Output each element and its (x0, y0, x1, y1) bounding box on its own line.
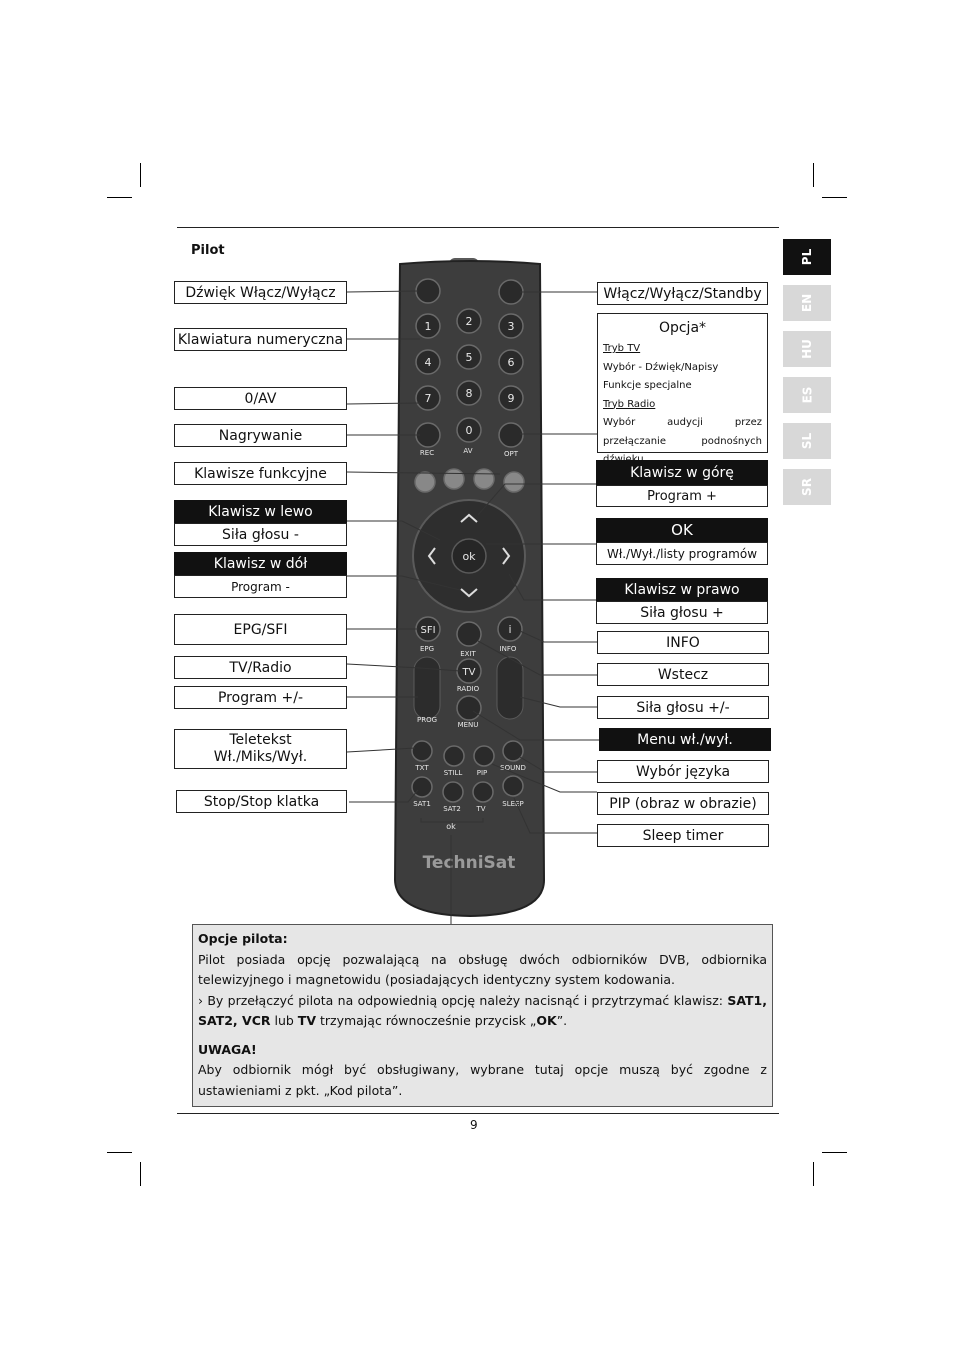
label-back: Wstecz (597, 663, 769, 686)
label-stop: Stop/Stop klatka (176, 790, 347, 813)
function-key-red[interactable] (415, 472, 435, 492)
label-sleep: Sleep timer (597, 824, 769, 847)
tab-en[interactable]: EN (783, 285, 831, 321)
button-caption: SOUND (500, 764, 526, 772)
digit-label: 1 (424, 320, 432, 333)
label-teletext: Teletekst Wł./Miks/Wył. (174, 729, 347, 769)
option-box (597, 313, 768, 453)
label-right-key: Klawisz w prawo (596, 578, 768, 601)
notes-title: Opcje pilota: (198, 931, 288, 946)
label-down-key: Klawisz w dół (174, 552, 347, 575)
tab-es[interactable]: ES (783, 377, 831, 413)
label-volume-down: Siła głosu - (174, 523, 347, 546)
option-item: Tryb Radio (603, 398, 656, 410)
digit-label: 6 (507, 356, 515, 369)
digit-label: 5 (465, 351, 473, 364)
button-caption: SAT2 (443, 805, 461, 813)
ok-label: ok (462, 550, 476, 563)
label-info: INFO (597, 631, 769, 654)
button-caption: TV (476, 805, 486, 813)
option-item: Wybór - Dźwięk/Napisy (603, 361, 719, 373)
sat2-button[interactable] (443, 782, 463, 802)
label-program-pm: Program +/- (174, 686, 347, 709)
page-number: 9 (470, 1118, 478, 1132)
opt-button[interactable] (499, 423, 523, 447)
function-key-blue[interactable] (504, 472, 524, 492)
label-zero-av: 0/AV (174, 387, 347, 410)
button-caption: EPG (419, 645, 435, 653)
digit-label: 8 (465, 387, 473, 400)
function-key-yellow[interactable] (474, 469, 494, 489)
exit-button[interactable] (457, 622, 481, 646)
option-item: Tryb TV (603, 343, 641, 354)
mute-button[interactable] (416, 279, 440, 303)
button-caption: PIP (476, 769, 488, 777)
button-caption: EXIT (460, 650, 476, 658)
tab-pl[interactable]: PL (783, 239, 831, 275)
tv-mode-button[interactable] (473, 782, 493, 802)
sound-button[interactable] (503, 741, 523, 761)
button-caption: SAT1 (413, 800, 431, 808)
label-language: Wybór języka (597, 760, 769, 783)
label-left-key: Klawisz w lewo (174, 500, 347, 523)
label-ok-sub: Wł./Wył./listy programów (596, 542, 768, 565)
section-title: Pilot (191, 243, 225, 258)
tab-sr[interactable]: SR (783, 469, 831, 505)
digit-label: 2 (465, 315, 473, 328)
sleep-button[interactable] (503, 776, 523, 796)
txt-button[interactable] (412, 741, 432, 761)
digit-label: 3 (507, 320, 515, 333)
info-symbol: i (508, 623, 512, 636)
warning-title: UWAGA! (198, 1041, 257, 1057)
label-function-keys: Klawisze funkcyjne (174, 462, 347, 485)
label-epg: EPG/SFI (174, 614, 347, 645)
label-program-up: Program + (596, 485, 768, 507)
sfi-label: SFI (420, 625, 436, 636)
menu-button[interactable] (457, 696, 481, 720)
power-button[interactable] (499, 280, 523, 304)
remote-brand: TechniSat (422, 853, 516, 873)
label-numeric: Klawiatura numeryczna (174, 328, 347, 351)
button-caption: ok (446, 822, 456, 831)
label-pip: PIP (obraz w obrazie) (597, 792, 769, 815)
label-mute: Dźwięk Włącz/Wyłącz (174, 281, 347, 304)
digit-label: 9 (507, 392, 515, 405)
label-volume-up: Siła głosu + (596, 601, 768, 624)
button-caption: REC (419, 449, 435, 457)
still-button[interactable] (444, 746, 464, 766)
digit-label: 7 (424, 392, 432, 405)
label-menu: Menu wł./wył. (599, 728, 771, 751)
digit-label: 0 (465, 424, 473, 437)
label-program-down: Program - (174, 575, 347, 598)
button-caption: STILL (443, 769, 463, 777)
button-caption: SLEEP (502, 800, 524, 808)
option-title: Opcja* (658, 320, 707, 336)
tab-sl[interactable]: SL (783, 423, 831, 459)
function-key-green[interactable] (444, 469, 464, 489)
button-caption: MENU (457, 721, 479, 729)
button-caption: AV (463, 447, 473, 455)
label-volume-pm: Siła głosu +/- (597, 696, 769, 719)
option-item: Funkcje specjalne (603, 380, 692, 391)
label-record: Nagrywanie (174, 424, 347, 447)
option-item: Wybór audycji przez przełączanie podnośnych (603, 417, 762, 447)
tab-hu[interactable]: HU (783, 331, 831, 367)
button-caption: INFO (499, 645, 517, 653)
button-caption: PROG (416, 716, 438, 724)
notes-instruction: › By przełączyć pilota na odpowiednią opcję należy nacisnąć i przytrzymać klawisz: SAT1, SAT2, VCR lub TV trzymając równocześnie przycisk „OK”. (198, 992, 767, 1028)
warning-text: Aby odbiornik mógł być obsługiwany, wybrane tutaj opcje muszą być zgodne z ustawieniami z pkt. „Kod pilota”. (198, 1062, 767, 1098)
label-up-key: Klawisz w górę (596, 460, 768, 485)
button-caption: RADIO (456, 685, 480, 693)
label-ok: OK (596, 518, 768, 542)
tv-label: TV (462, 667, 476, 678)
button-caption: TXT (415, 764, 429, 772)
notes-paragraph: Pilot posiada opcję pozwalającą na obsługę dwóch odbiorników DVB, odbiornika telewizyjnego i magnetowidu (posiadających identyczny system kodowania. (198, 951, 767, 987)
digit-label: 4 (424, 356, 432, 369)
pip-button[interactable] (474, 746, 494, 766)
remote-options-note (192, 924, 773, 1107)
label-standby: Włącz/Wyłącz/Standby (597, 282, 768, 305)
button-caption: OPT (503, 450, 519, 458)
label-tv-radio: TV/Radio (174, 656, 347, 679)
